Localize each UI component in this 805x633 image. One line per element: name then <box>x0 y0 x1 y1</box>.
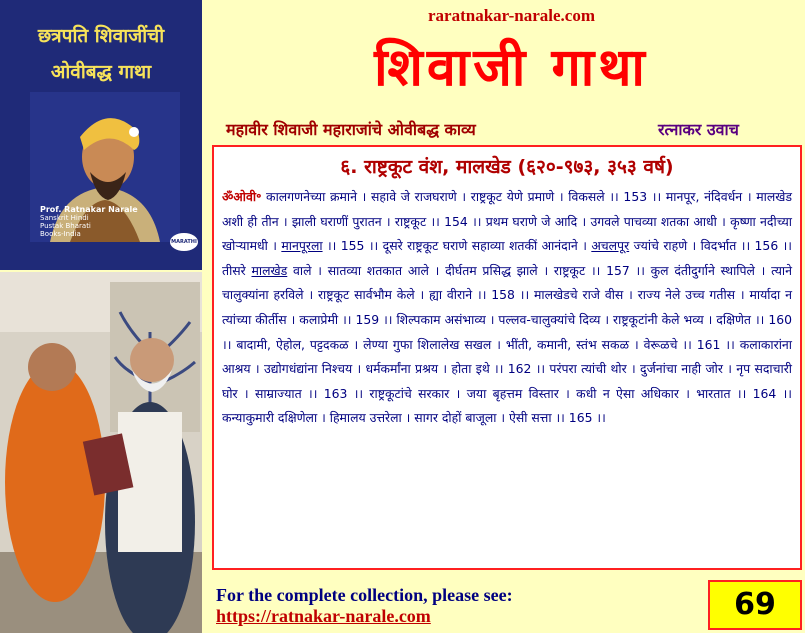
cover-author-line2: Sanskrit Hindi <box>40 214 89 222</box>
verse-underlined-malkhed: मालखेड <box>251 262 288 278</box>
page-title: शिवाजी गाथा <box>374 38 649 98</box>
cover-author-name: Prof. Ratnakar Narale <box>40 205 138 214</box>
photograph-image <box>0 272 202 633</box>
footer-note: For the complete collection, please see: <box>216 585 513 605</box>
subtitle: महावीर शिवाजी महाराजांचे ओवीबद्ध काव्य <box>226 120 476 139</box>
section-heading: ६. राष्ट्रकूट वंश, मालखेड (६२०-९७३, ३५३ वर्ष) <box>340 156 674 178</box>
verse-segment-d: वाले । सातव्या शतकात आले । दीर्घतम प्रसिद्ध झाले । राष्ट्रकूट ।। 157 ।। कुल दंतीदुर्गाने स्थापिले । त्याने चालुक्यांना हरविले । राष्ट्रकूट सार्वभौम केले । ह्या वीराने ।। 158 ।। मालखेडचे राजे वीस । राज्य नेले उच्च गतीस । मार्यादा न त्यांच्या कीर्तीस । कलाप्रेमी ।। 159 ।। शिल्पकाम असंभाव्य । पल्लव-चालुक्यांचे दिव्य । राष्ट्रकूटांनी केले भव्य । दक्षिणेत ।। 160 ।। बादामी, ऐहोल, पट्टदकळ । लेण्या गुफा शिलालेख सखल । भींती, कमानी, स्तंभ सकळ । वेरूळचे ।। 161 ।। कलाकारांना आश्रय । उद्योगधंद्यांना निश्चय । धर्मकर्मांना प्रश्रय । होता इथे ।। 162 ।। परंपरा त्यांची थोर । दुर्जनांचा नाही जोर । नृप सदाचारी घोर । साम्राज्यात ।। 163 ।। राष्ट्रकूटांचे सरकार । जया बृहत्तम विस्तार । कधी न ऐसा अधिकार । भारतात ।। 164 ।। कन्याकुमारी दक्षिणेला । हिमालय उत्तरेला । सागर दोहों बाजूला । ऐसी सत्ता ।। 165 ।। <box>222 262 793 426</box>
om-ovi-marker: ॐओवी॰ <box>222 189 262 204</box>
website-link[interactable]: https://ratnakar-narale.com <box>216 606 431 626</box>
verse-underlined-manpur: मानपूरला <box>281 238 323 254</box>
cover-author-line4: Books-India <box>40 230 81 238</box>
cover-author-line3: Pustak Bharati <box>40 222 91 230</box>
verse-segment-b: ।। 155 ।। दूसरे राष्ट्रकूट घराणे सहाव्या शतकीं आनंदाने । <box>322 238 592 254</box>
byline: रत्नाकर उवाच <box>658 120 739 139</box>
book-cover <box>0 0 202 270</box>
cover-author-block <box>40 206 160 238</box>
cover-title-line1: छत्रपति शिवाजींची <box>37 25 165 47</box>
page-number: 69 <box>708 580 802 630</box>
site-url: raratnakar-narale.com <box>428 6 595 25</box>
verse-segment-c: ज्यांचे राहणे । विदर्भात ।। 156 ।। तीसरे <box>222 238 793 278</box>
verse-segment-a: कालगणनेच्या क्रमाने । सहावे जे राजघराणे । राष्ट्रकूट येणे प्रमाणे । विकसले ।। 153 ।। मानपूर, नंदिवर्धन । मालखेड अशी ही तीन । झाली घराणीं पुरातन । राष्ट्रकूट ।। 154 ।। प्रथम घराणे जे आदि । उगवले पाचव्या शतका आधी । कृष्णा नदीच्या खोऱ्यामधी । <box>222 189 792 254</box>
verse-paragraph <box>222 185 792 431</box>
language-badge: MARATHI <box>170 233 198 251</box>
cover-title-line2: ओवीबद्ध गाथा <box>50 61 152 83</box>
verse-underlined-achalpur: अचलपूर <box>591 238 630 254</box>
verse-content-box <box>212 145 802 570</box>
